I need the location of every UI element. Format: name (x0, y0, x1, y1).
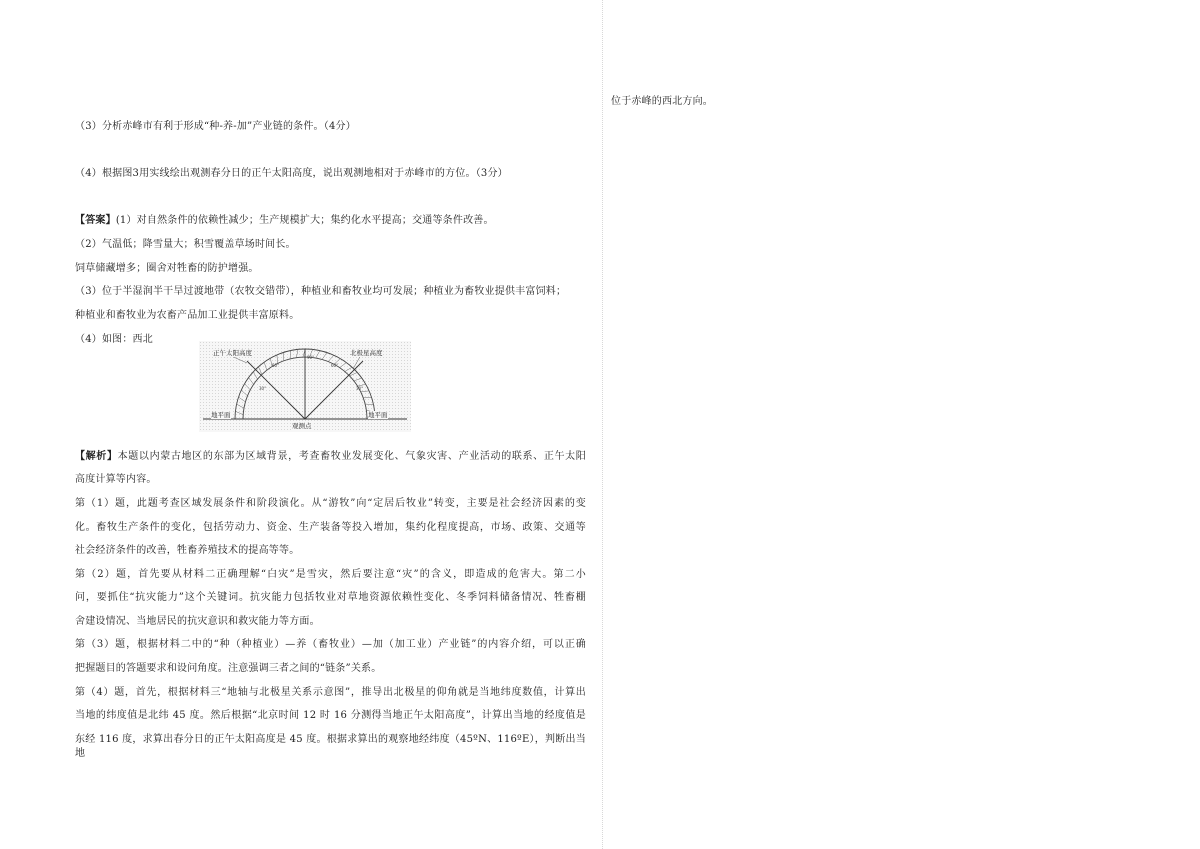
arc-hatch-stroke (296, 349, 298, 357)
horizon-left-label: 地平面 (211, 411, 231, 419)
arc-hatch-stroke (249, 378, 254, 385)
tick-label-60-right: 60° (331, 363, 339, 368)
polaris-altitude-label: 北极星高度 (350, 349, 383, 357)
arc-hatch-stroke (316, 351, 320, 358)
analysis-q1-line-3: 社会经济条件的改善，牲畜养殖技术的提高等等。 (75, 545, 300, 556)
analysis-q1-line-2: 化。畜牧生产条件的变化，包括劳动力、资金、生产装备等投入增加，集约化程度提高，市场、政策、交通等 (75, 522, 586, 533)
answer-2: （2）气温低；降雪量大；积雪覆盖草场时间长。 (75, 239, 296, 250)
analysis-q2-line-3: 舍建设情况、当地居民的抗灾意识和救灾能力等方面。 (75, 616, 320, 627)
question-3: （3）分析赤峰市有利于形成“种-养-加”产业链的条件。（4分） (75, 121, 356, 132)
analysis-intro-line-1 (75, 450, 586, 464)
answer-2-cont: 饲草储藏增多；圈舍对牲畜的防护增强。 (75, 263, 259, 274)
analysis-intro-text: 本题以内蒙古地区的东部为区域背景，考查畜牧业发展变化、气象灾害、产业活动的联系、正午太阳 (117, 451, 586, 462)
tick-label-90: 90° (307, 355, 315, 360)
arc-hatch-stroke (235, 411, 243, 414)
horizon-right-label: 地平面 (368, 411, 388, 419)
answer-1-text: (1）对自然条件的依赖性减少；生产规模扩大；集约化水平提高；交通等条件改善。 (115, 215, 494, 226)
arc-hatch-stroke (365, 404, 373, 405)
analysis-q4-line-3: 东经 116 度，求算出春分日的正午太阳高度是 45 度。根据求算出的观察地经纬度（45ºN、116ºE），判断出当地 (75, 734, 586, 759)
answer-label: 【答案】 (75, 215, 116, 226)
arc-hatch-stroke (239, 397, 246, 402)
observer-label: 观测点 (292, 422, 312, 430)
analysis-q2-line-1: 第（2）题，首先要从材料二正确理解“白灾”是雪灾，然后要注意“灾”的含义，即造成的危害大。第二小 (75, 569, 586, 580)
analysis-q3-line-2: 把握题目的答题要求和设问角度。注意强调三者之间的“链条”关系。 (75, 663, 382, 674)
noon-altitude-label: 正午太阳高度 (213, 349, 252, 357)
tick-label-30-right: 30° (356, 386, 364, 391)
analysis-q4-line-1: 第（4）题，首先，根据材料三“地轴与北极星关系示意图”，推导出北极星的仰角就是当地纬度数值，计算出 (75, 687, 586, 698)
arc-hatch-stroke (237, 404, 244, 408)
noon-altitude-line (247, 361, 305, 419)
polaris-altitude-line (305, 361, 363, 419)
tick-label-60-left: 60° (272, 363, 280, 368)
page-divider (602, 0, 603, 849)
answer-1 (75, 214, 494, 228)
arc-hatch-stroke (322, 353, 327, 360)
arc-hatch-stroke (253, 372, 257, 379)
right-column-text: 位于赤峰的西北方向。 (611, 96, 713, 107)
arc-hatch-stroke (290, 350, 291, 358)
arc-hatch-stroke (345, 367, 352, 371)
answer-4: （4）如图：西北 (75, 334, 153, 345)
arc-hatch-stroke (264, 362, 267, 370)
analysis-label: 【解析】 (75, 451, 118, 462)
tick-label-30-left: 30° (259, 386, 267, 391)
solar-altitude-diagram (199, 341, 411, 432)
answer-3: （3）位于半湿润半干旱过渡地带（农牧交错带），种植业和畜牧业均可发展；种植业为畜牧业提供丰富饲料； (75, 286, 567, 297)
analysis-intro-line-2: 高度计算等内容。 (75, 474, 157, 485)
arc-hatch-stroke (245, 384, 251, 390)
arc-hatch-stroke (340, 363, 347, 368)
analysis-q2-line-2: 问，要抓住“抗灾能力”这个关键词。抗灾能力包括牧业对草地资源依赖性变化、冬季饲料储备情况、牲畜棚 (75, 592, 586, 603)
analysis-q1-line-1: 第（1）题，此题考查区域发展条件和阶段演化。从“游牧”向“定居后牧业”转变，主要是社会经济因素的变 (75, 498, 586, 509)
arc-hatch-stroke (354, 378, 362, 381)
analysis-q4-line-2: 当地的纬度值是北纬 45 度。然后根据“北京时间 12 时 16 分测得当地正午太阳高度”，计算出当地的经度值是 (75, 710, 586, 721)
question-4: （4）根据图3用实线绘出观测春分日的正午太阳高度，说出观测地相对于赤峰市的方位。（3分） (75, 168, 508, 179)
analysis-q3-line-1: 第（3）题，根据材料二中的“种（种植业）—养（畜牧业）—加（加工业）产业链”的内容介绍，可以正确 (75, 639, 586, 650)
arc-hatch-stroke (241, 390, 247, 396)
arc-hatch-stroke (328, 355, 334, 361)
answer-3-cont: 种植业和畜牧业为农畜产品加工业提供丰富原料。 (75, 310, 300, 321)
